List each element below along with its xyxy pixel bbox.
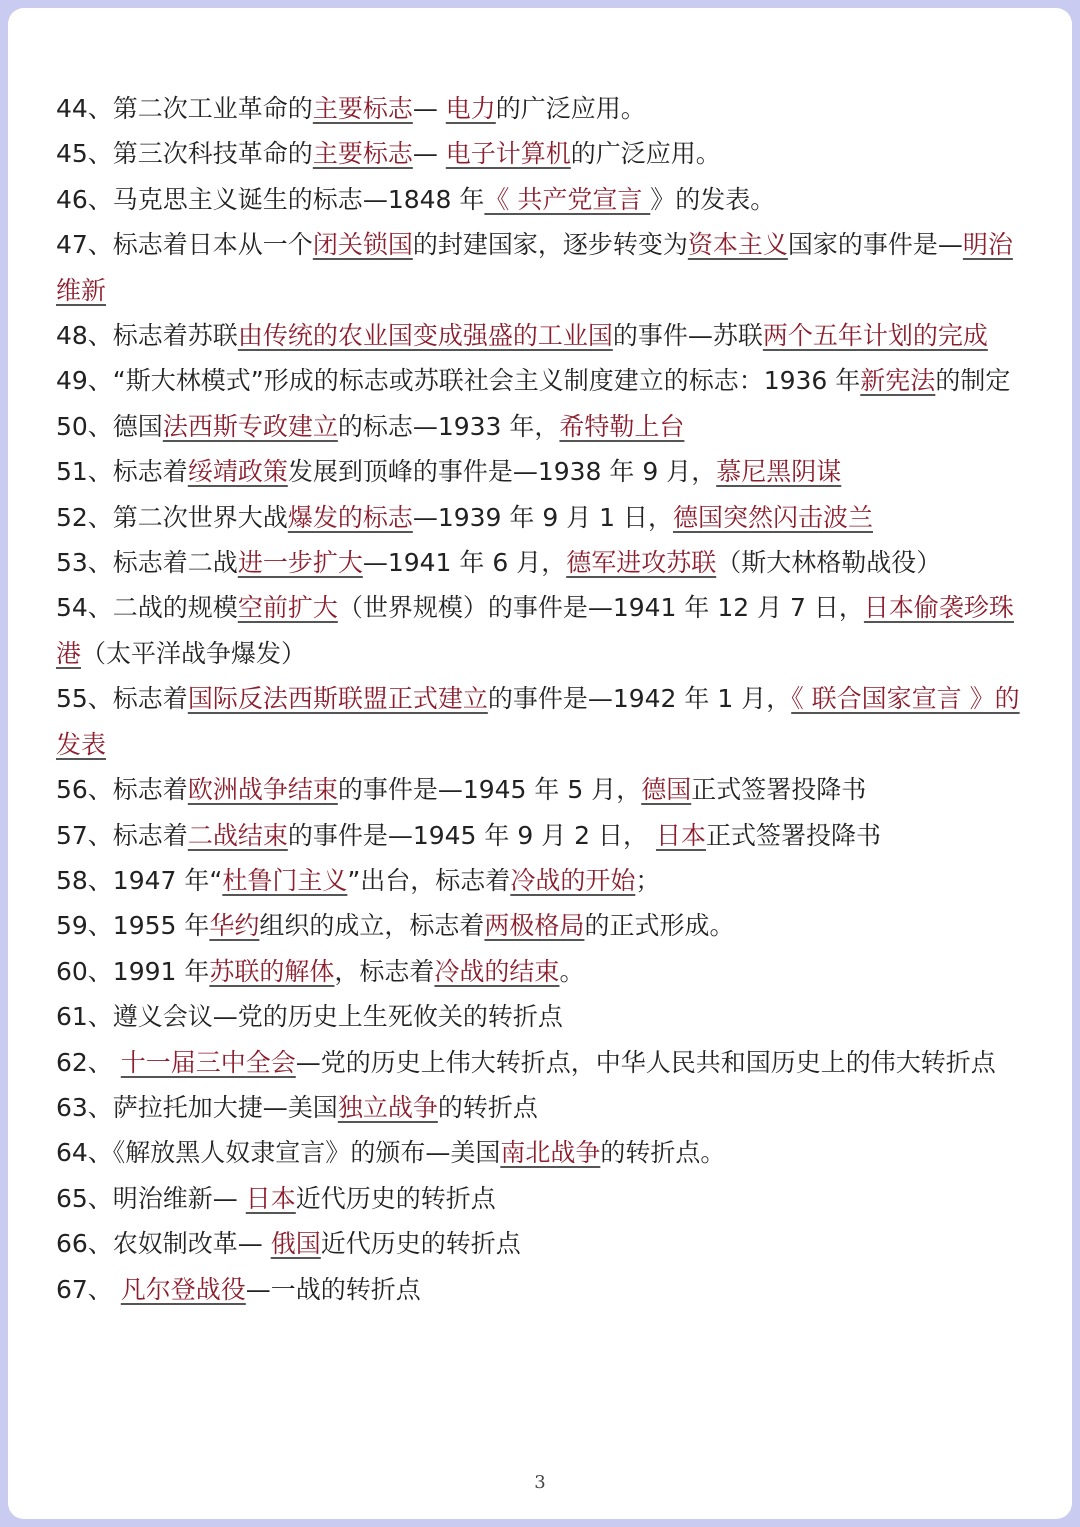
item-text: 66、农奴制改革—	[56, 1229, 271, 1259]
highlighted-term: 《 共产党宣言	[484, 184, 651, 214]
highlighted-term: 由传统的农业国变成强盛的工业国	[237, 321, 613, 351]
highlighted-term: 两个五年计划的完成	[762, 321, 988, 351]
list-item	[56, 1267, 1036, 1312]
item-text: 的事件—苏联	[612, 321, 763, 351]
list-item	[56, 767, 1036, 812]
highlighted-term: 杜鲁门主义	[222, 865, 348, 895]
list-item	[56, 585, 1036, 676]
item-text: 近代历史的转折点	[295, 1183, 496, 1213]
list-item	[56, 994, 1036, 1039]
item-text: 50、德国	[56, 411, 163, 441]
list-item	[56, 676, 1036, 767]
highlighted-term: 德国突然闪击波兰	[673, 502, 874, 532]
list-item	[56, 1040, 1036, 1085]
item-text: 47、标志着日本从一个	[56, 230, 313, 260]
list-item	[56, 949, 1036, 994]
item-text: （世界规模）的事件是—1941 年 12 月 7 日，	[337, 593, 864, 623]
highlighted-term: 闭关锁国	[312, 230, 413, 260]
item-text: 56、标志着	[56, 775, 188, 805]
item-text: —一战的转折点	[245, 1274, 421, 1304]
highlighted-term: 冷战的开始	[510, 865, 636, 895]
highlighted-term: 《 联合国家宣言 》的发表	[56, 684, 1020, 759]
list-item	[56, 813, 1036, 858]
item-text: ；	[635, 865, 661, 895]
highlighted-term: 俄国	[270, 1229, 321, 1259]
item-text: 65、明治维新—	[56, 1183, 246, 1213]
item-text: 51、标志着	[56, 457, 188, 487]
highlighted-term: 凡尔登战役	[120, 1274, 246, 1304]
list-item	[56, 540, 1036, 585]
item-text: ，标志着	[334, 956, 435, 986]
highlighted-term: 十一届三中全会	[120, 1047, 296, 1077]
item-text: 60、1991 年	[56, 956, 210, 986]
document-page	[8, 8, 1072, 1519]
item-text: 46、马克思主义诞生的标志—1848 年	[56, 184, 485, 214]
highlighted-term: 德国	[641, 775, 692, 805]
highlighted-term: 德军进攻苏联	[566, 548, 717, 578]
item-text: 的广泛应用。	[570, 139, 721, 169]
item-text: （斯大林格勒战役）	[716, 548, 942, 578]
item-text: 的标志—1933 年，	[337, 411, 560, 441]
page-number: 3	[534, 1472, 546, 1493]
highlighted-term: 苏联的解体	[209, 956, 335, 986]
list-item	[56, 177, 1036, 222]
highlighted-term: 国际反法西斯联盟正式建立	[187, 684, 488, 714]
item-text: 组织的成立，标志着	[259, 911, 485, 941]
item-text: 57、标志着	[56, 820, 188, 850]
list-item	[56, 903, 1036, 948]
item-text: 的封建国家，逐步转变为	[412, 230, 688, 260]
list-item	[56, 858, 1036, 903]
highlighted-term: 绥靖政策	[187, 457, 288, 487]
highlighted-term: 日本	[245, 1183, 296, 1213]
highlighted-term: 主要标志	[312, 139, 413, 169]
item-text: 48、标志着苏联	[56, 321, 238, 351]
highlighted-term: 日本偷袭珍珠港	[56, 593, 1014, 668]
item-text: 61、遵义会议—党的历史上生死攸关的转折点	[56, 1002, 563, 1032]
highlighted-term: 欧洲战争结束	[187, 775, 338, 805]
highlighted-term: 冷战的结束	[434, 956, 560, 986]
highlighted-term: 主要标志	[312, 94, 413, 123]
item-text: 正式签署投降书	[691, 775, 867, 805]
list-item	[56, 313, 1036, 358]
list-item	[56, 495, 1036, 540]
highlighted-term: 独立战争	[337, 1092, 438, 1122]
item-text: 的事件是—1945 年 9 月 2 日，	[287, 820, 656, 850]
item-text: 52、第二次世界大战	[56, 502, 288, 532]
highlighted-term: 进一步扩大	[237, 548, 363, 578]
item-text: —	[412, 94, 446, 123]
item-text: 45、第三次科技革命的	[56, 139, 313, 169]
highlighted-term: 法西斯专政建立	[162, 411, 338, 441]
item-text: 64、《解放黑人奴隶宣言》的颁布—美国	[56, 1138, 501, 1168]
list-item	[56, 86, 1036, 131]
highlighted-term: 二战结束	[187, 820, 288, 850]
item-text: 54、二战的规模	[56, 593, 238, 623]
item-text: 67、	[56, 1274, 121, 1304]
list-item	[56, 1085, 1036, 1130]
list-item	[56, 449, 1036, 494]
highlighted-term: 希特勒上台	[559, 411, 685, 441]
item-text: 53、标志着二战	[56, 548, 238, 578]
history-notes-list	[56, 86, 1036, 1312]
item-text: 的转折点	[437, 1092, 538, 1122]
highlighted-term: 电力	[445, 94, 496, 123]
item-text: —党的历史上伟大转折点，中华人民共和国历史上的伟大转折点	[295, 1047, 996, 1077]
item-text: 。	[559, 956, 585, 986]
highlighted-term: 华约	[209, 911, 260, 941]
item-text: —1941 年 6 月，	[362, 548, 567, 578]
item-text: 的广泛应用。	[495, 94, 646, 123]
highlighted-term: 电子计算机	[445, 139, 571, 169]
item-text: 的事件是—1942 年 1 月，	[487, 684, 792, 714]
list-item	[56, 1130, 1036, 1175]
item-text: 49、“斯大林模式”形成的标志或苏联社会主义制度建立的标志：1936 年	[56, 366, 861, 396]
item-text: 正式签署投降书	[705, 820, 881, 850]
list-item	[56, 131, 1036, 176]
list-item	[56, 1176, 1036, 1221]
highlighted-term: 明治维新	[56, 230, 1013, 305]
item-text: 的正式形成。	[584, 911, 735, 941]
highlighted-term: 两极格局	[484, 911, 585, 941]
item-text: —	[412, 139, 446, 169]
highlighted-term: 南北战争	[500, 1138, 601, 1168]
item-text: 近代历史的转折点	[320, 1229, 521, 1259]
item-text: 44、第二次工业革命的	[56, 94, 313, 123]
item-text: 的转折点。	[600, 1138, 726, 1168]
list-item	[56, 1221, 1036, 1266]
item-text: （太平洋战争爆发）	[81, 638, 307, 668]
list-item	[56, 222, 1036, 313]
item-text: 的事件是—1945 年 5 月，	[337, 775, 642, 805]
highlighted-term: 日本	[655, 820, 706, 850]
highlighted-term: 空前扩大	[237, 593, 338, 623]
item-text: 的制定	[935, 366, 1011, 396]
item-text: 55、标志着	[56, 684, 188, 714]
item-text: ”出台，标志着	[347, 865, 511, 895]
item-text: 62、	[56, 1047, 121, 1077]
highlighted-term: 资本主义	[687, 230, 788, 260]
item-text: 发展到顶峰的事件是—1938 年 9 月，	[287, 457, 717, 487]
item-text: —1939 年 9 月 1 日，	[412, 502, 673, 532]
highlighted-term: 慕尼黑阴谋	[716, 457, 842, 487]
list-item	[56, 404, 1036, 449]
item-text: 59、1955 年	[56, 911, 210, 941]
item-text: 国家的事件是—	[787, 230, 963, 260]
highlighted-term: 爆发的标志	[287, 502, 413, 532]
item-text: 63、萨拉托加大捷—美国	[56, 1092, 338, 1122]
highlighted-term: 新宪法	[860, 366, 936, 396]
item-text: 58、1947 年“	[56, 865, 223, 895]
item-text: 》的发表。	[650, 184, 776, 214]
list-item	[56, 358, 1036, 403]
